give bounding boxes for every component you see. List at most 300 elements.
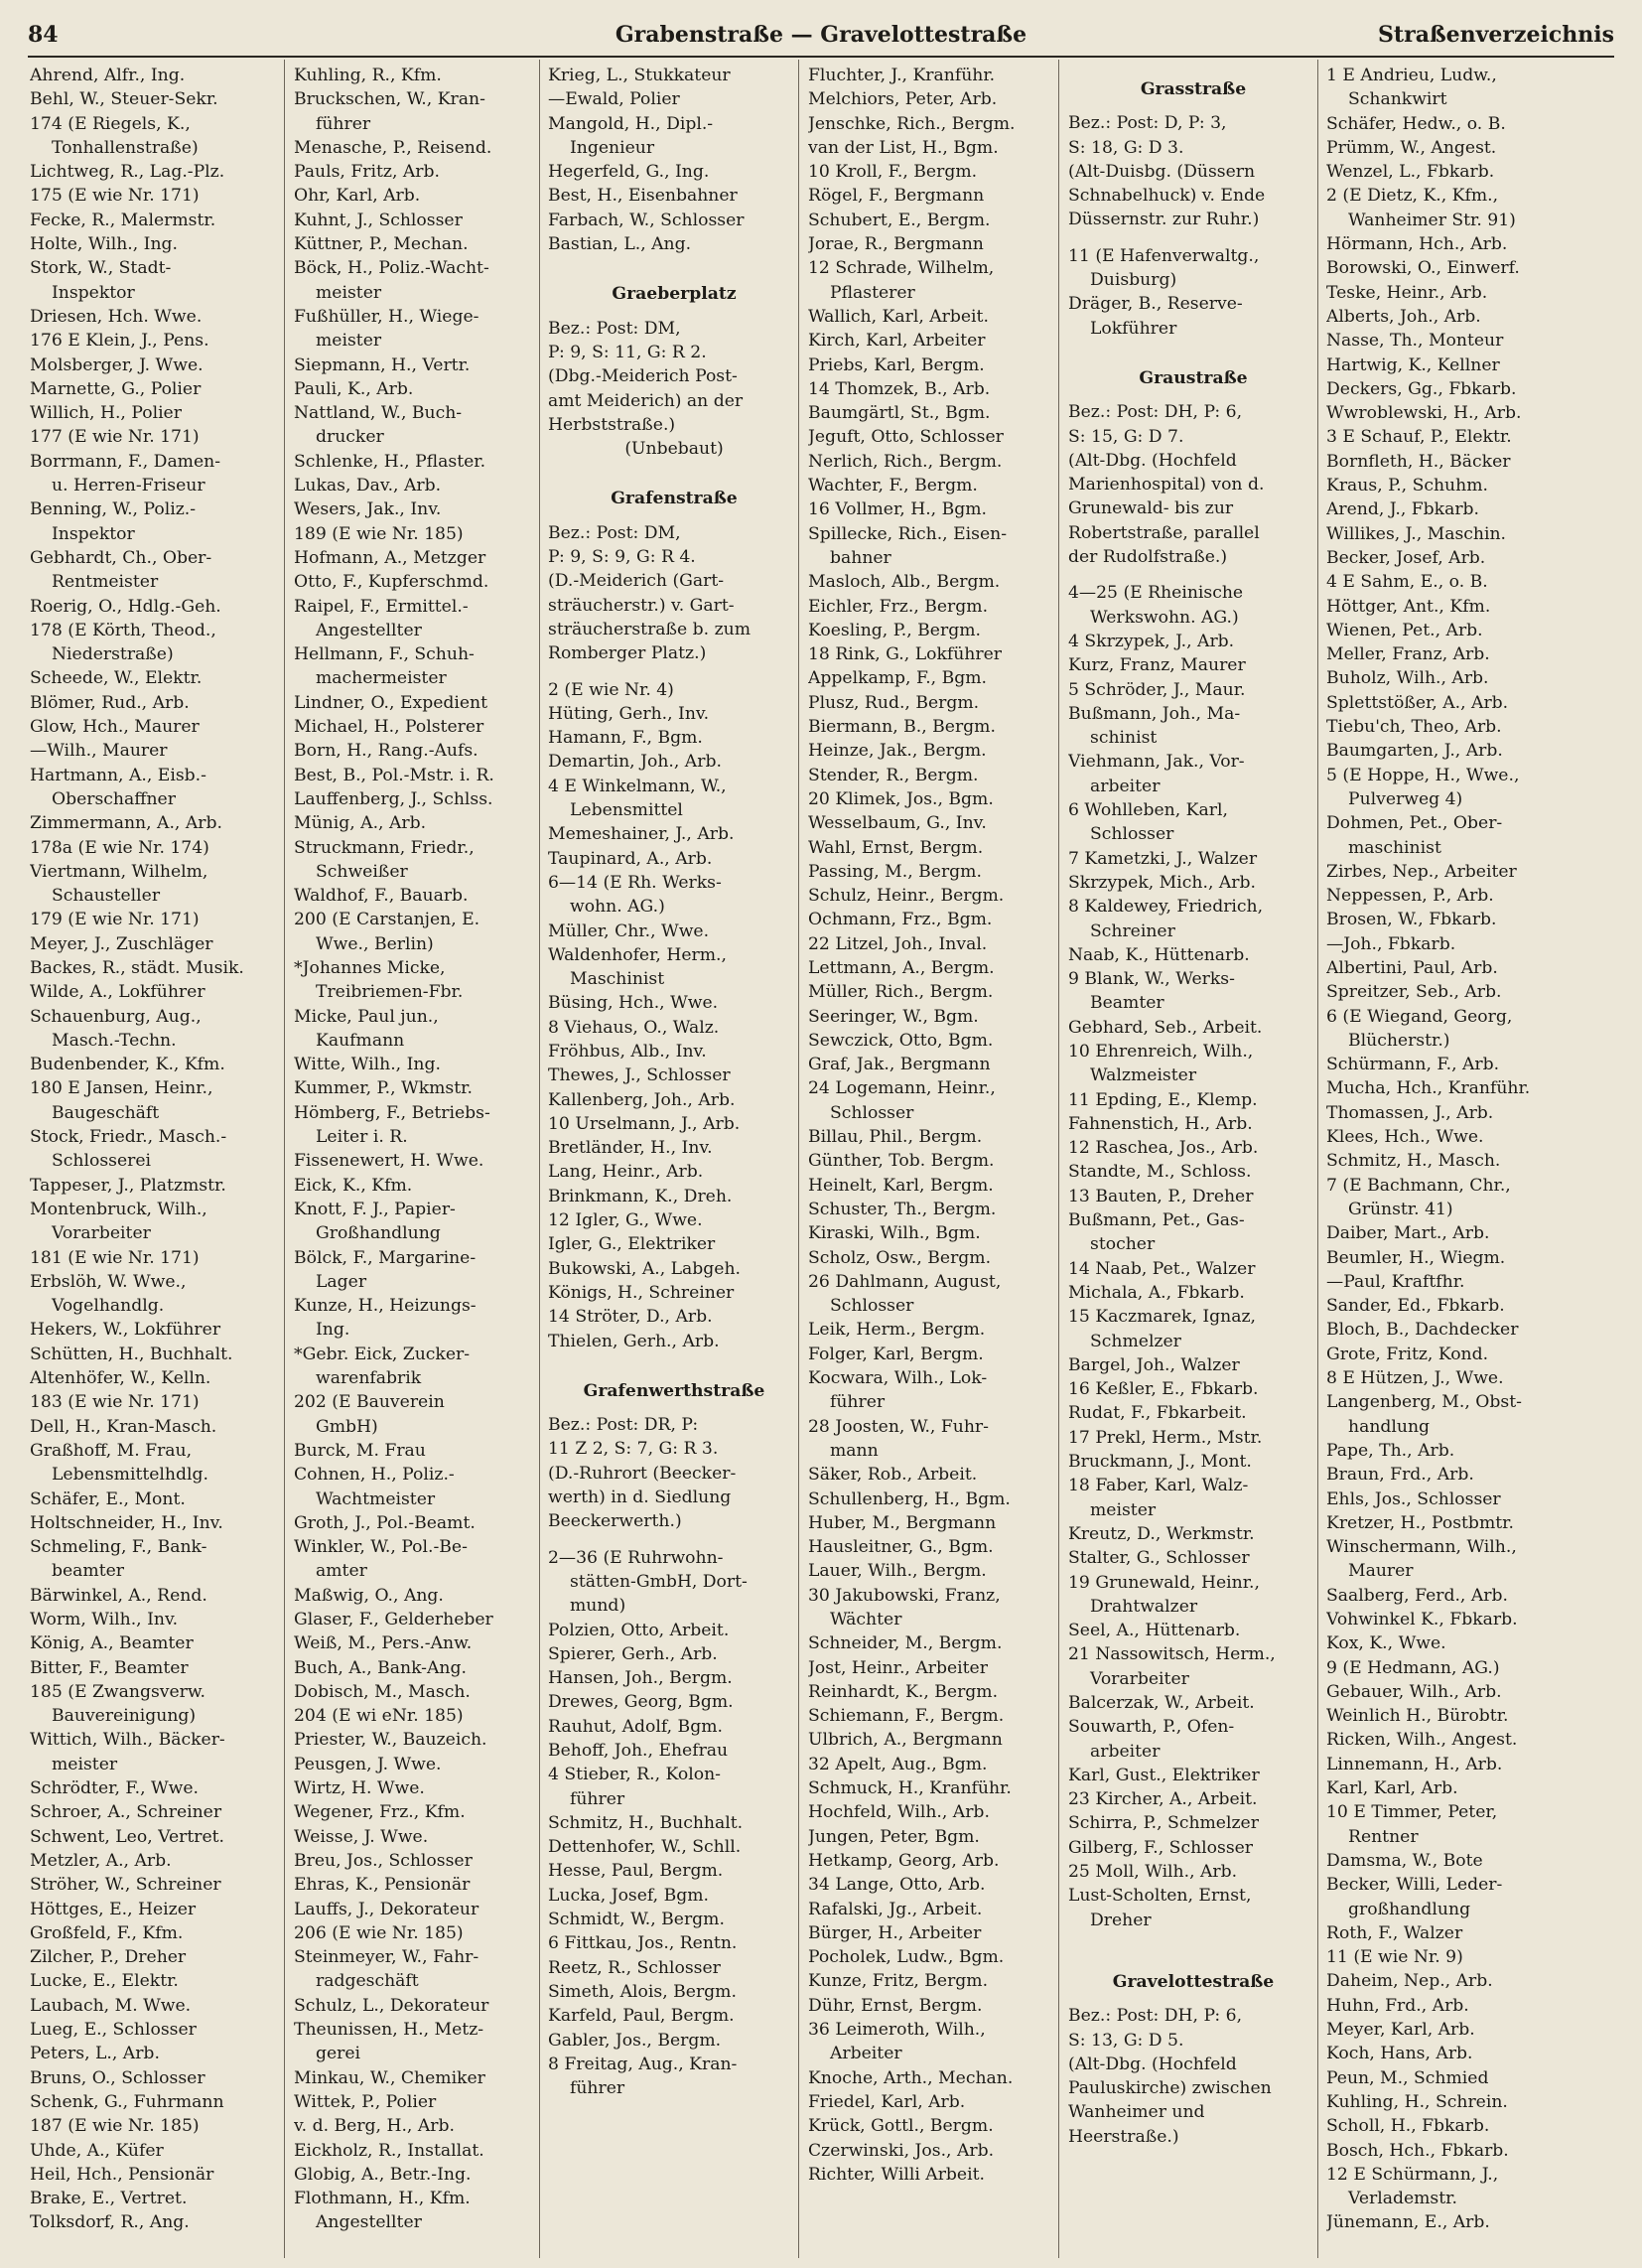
directory-entry: 25 Moll, Wilh., Arb. [1068,1862,1238,1883]
directory-entry: Hesse, Paul, Bergm. [548,1861,724,1882]
directory-entry: Otto, F., Kupferschmd. [294,572,489,593]
directory-entry: 19 Grunewald, Heinr., [1068,1572,1260,1593]
directory-entry: Heinelt, Karl, Bergm. [808,1175,994,1196]
directory-entry: Fußhüller, H., Wiege- [294,306,479,327]
entry-continuation: Duisburg) [1090,270,1177,291]
directory-entry: Günther, Tob. Bergm. [808,1151,995,1172]
directory-entry: Schäfer, E., Mont. [30,1488,186,1509]
directory-entry: Scholz, Osw., Bergm. [808,1247,992,1268]
directory-entry: Buch, A., Bank-Ang. [294,1657,467,1678]
directory-entry: Wienen, Pet., Arb. [1326,620,1483,640]
directory-entry: Montenbruck, Wilh., [30,1199,207,1219]
directory-entry: Uhde, A., Küfer [30,2140,164,2161]
entry-continuation: machermeister [316,668,447,689]
directory-entry: Gebhard, Seb., Arbeit. [1068,1017,1263,1038]
directory-entry: Wittek, P., Polier [294,2091,437,2112]
directory-entry: Fissenewert, H. Wwe. [294,1151,484,1172]
directory-entry: Knott, F. J., Papier- [294,1199,456,1219]
directory-entry: Jeguft, Otto, Schlosser [808,427,1004,448]
directory-entry: 4 Skrzypek, J., Arb. [1068,631,1235,651]
directory-entry: Kuhling, H., Schrein. [1326,2091,1508,2112]
directory-entry: Kunze, Fritz, Bergm. [808,1971,989,1992]
directory-entry: Budenbender, K., Kfm. [30,1055,225,1075]
directory-entry: Bez.: Post: DH, P: 6, [1068,402,1243,423]
directory-entry: Farbach, W., Schlosser [548,210,745,230]
directory-entry: van der List, H., Bgm. [808,137,999,158]
column-rule [1317,60,1318,2258]
directory-entry: Spillecke, Rich., Eisen- [808,523,1008,544]
page-number: 84 [28,22,59,48]
directory-entry: Zimmermann, A., Arb. [30,813,222,834]
directory-entry: Koch, Hans, Arb. [1326,2044,1473,2064]
directory-entry: Jungen, Peter, Bgm. [808,1826,980,1847]
directory-entry: Michael, H., Polsterer [294,717,484,738]
spacer [1068,341,1318,353]
directory-entry: Pape, Th., Arb. [1326,1440,1455,1461]
directory-entry: Meyer, Karl, Arb. [1326,2020,1475,2041]
directory-entry: Reetz, R., Schlosser [548,1957,721,1978]
spacer [548,1353,800,1365]
directory-entry: Braun, Frd., Arb. [1326,1465,1474,1486]
directory-entry: Michala, A., Fbkarb. [1068,1282,1245,1303]
directory-entry: 12 Igler, G., Wwe. [548,1210,703,1231]
directory-entry: Lueg, E., Schlosser [30,2020,197,2041]
directory-entry: Skrzypek, Mich., Arb. [1068,872,1256,893]
directory-entry: Richter, Willi Arbeit. [808,2164,985,2185]
directory-entry: Schroer, A., Schreiner [30,1802,222,1823]
directory-entry: Molsberger, J. Wwe. [30,354,204,375]
entry-continuation: Baugeschäft [52,1102,160,1123]
directory-entry: Scholl, H., Fbkarb. [1326,2116,1490,2137]
directory-entry: Winkler, W., Pol.-Be- [294,1537,468,1558]
directory-entry: Pocholek, Ludw., Bgm. [808,1947,1005,1968]
directory-column [548,64,800,2258]
directory-entry: 2—36 (E Ruhrwohn- [548,1547,724,1568]
directory-entry: Kraus, P., Schuhm. [1326,476,1488,496]
directory-entry: 18 Rink, G., Lokführer [808,644,1002,665]
entry-continuation: drucker [316,427,384,448]
entry-continuation: Inspektor [52,282,135,303]
directory-entry: Pauluskirche) zwischen [1068,2078,1272,2099]
directory-entry: Schiemann, F., Bergm. [808,1706,1005,1727]
directory-entry: Weiß, M., Pers.-Anw. [294,1633,473,1654]
directory-entry: Thomassen, J., Arb. [1326,1102,1494,1123]
directory-entry: 18 Faber, Karl, Walz- [1068,1476,1249,1496]
directory-entry: Souwarth, P., Ofen- [1068,1717,1235,1738]
directory-entry: Benning, W., Poliz.- [30,499,197,520]
directory-entry: 8 Viehaus, O., Walz. [548,1017,720,1038]
directory-entry: 185 (E Zwangsverw. [30,1681,206,1702]
entry-continuation: Maurer [1348,1561,1414,1582]
directory-entry: Lauffs, J., Dekorateur [294,1899,479,1919]
directory-entry: Zilcher, P., Dreher [30,1947,187,1968]
entry-continuation: Schlosser [1090,824,1174,845]
directory-entry: Cohnen, H., Poliz.- [294,1465,455,1486]
directory-entry: Wesselbaum, G., Inv. [808,813,987,834]
directory-entry: Bürger, H., Arbeiter [808,1922,982,1943]
entry-continuation: Walzmeister [1090,1065,1197,1086]
directory-entry: Naab, K., Hüttenarb. [1068,944,1250,965]
directory-entry: Schauenburg, Aug., [30,1006,202,1027]
directory-entry: Holtschneider, H., Inv. [30,1512,223,1533]
street-heading: Graeberplatz [612,284,737,305]
directory-entry: Dohmen, Pet., Ober- [1326,813,1503,834]
directory-entry: Behoff, Joh., Ehefrau [548,1741,729,1761]
directory-entry: P: 9, S: 9, G: R 4. [548,547,696,568]
directory-entry: Koesling, P., Bergm. [808,620,981,640]
directory-entry: Wanheimer und [1068,2102,1205,2123]
directory-entry: Fröhbus, Alb., Inv. [548,1041,707,1062]
directory-entry: Müller, Rich., Bergm. [808,982,994,1003]
directory-entry: Lucka, Josef, Bgm. [548,1885,709,1906]
directory-entry: Billau, Phil., Bergm. [808,1127,983,1148]
entry-continuation: meister [316,282,382,303]
directory-entry: Appelkamp, F., Bgm. [808,668,988,689]
entry-continuation: Blücherstr.) [1348,1030,1450,1051]
directory-entry: 2 (E Dietz, K., Kfm., [1326,186,1499,207]
directory-entry: 26 Dahlmann, August, [808,1271,1002,1292]
directory-entry: 11 Z 2, S: 7, G: R 3. [548,1439,719,1460]
directory-entry: Waldenhofer, Herm., [548,944,727,965]
entry-continuation: warenfabrik [316,1368,422,1389]
directory-entry: Daheim, Nep., Arb. [1326,1971,1493,1992]
directory-entry: Steinmeyer, W., Fahr- [294,1947,479,1968]
directory-entry: 8 Kaldewey, Friedrich, [1068,897,1264,918]
directory-entry: Simeth, Alois, Bergm. [548,1981,737,2002]
directory-entry: Mangold, H., Dipl.- [548,113,714,134]
street-heading: Grafenstraße [611,489,738,509]
directory-entry: Daiber, Mart., Arb. [1326,1223,1490,1244]
directory-entry: der Rudolfstraße.) [1068,547,1228,568]
directory-entry: Fecke, R., Malermstr. [30,210,216,230]
street-heading: Graustraße [1139,367,1248,388]
directory-entry: Krieg, L., Stukkateur [548,66,731,85]
directory-entry: Dräger, B., Reserve- [1068,294,1243,315]
directory-entry: 14 Naab, Pet., Walzer [1068,1258,1256,1279]
directory-entry: Kurz, Franz, Maurer [1068,655,1246,676]
directory-entry: Heerstraße.) [1068,2126,1179,2147]
directory-entry: 4 Stieber, R., Kolon- [548,1765,721,1785]
directory-entry: Struckmann, Friedr., [294,837,475,858]
directory-entry: 36 Leimeroth, Wilh., [808,2020,986,2041]
directory-entry: Czerwinski, Jos., Arb. [808,2140,995,2161]
entry-continuation: maschinist [1348,837,1441,858]
directory-entry: Kox, K., Wwe. [1326,1633,1446,1654]
directory-entry: 15 Kaczmarek, Ignaz, [1068,1307,1257,1328]
directory-entry: Bretländer, H., Inv. [548,1138,713,1159]
entry-continuation: Lager [316,1271,367,1292]
directory-entry: Lichtweg, R., Lag.-Plz. [30,162,225,183]
directory-entry: Schuster, Th., Bergm. [808,1199,997,1219]
directory-entry: Viehmann, Jak., Vor- [1068,752,1245,773]
directory-entry: Reinhardt, K., Bergm. [808,1681,999,1702]
entry-continuation: Lebensmittelhdlg. [52,1465,208,1486]
entry-continuation: Ing. [316,1320,350,1341]
entry-continuation: Beamter [1090,993,1164,1014]
entry-continuation: Vorarbeiter [1090,1668,1189,1689]
spacer [548,666,800,678]
directory-entry: Karl, Gust., Elektriker [1068,1765,1260,1785]
directory-entry: Schirra, P., Schmelzer [1068,1813,1259,1834]
directory-entry: 4—25 (E Rheinische [1068,583,1244,604]
directory-entry: 6 Fittkau, Jos., Rentn. [548,1933,738,1954]
entry-continuation: mund) [570,1596,626,1617]
directory-entry: Bez.: Post: DM, [548,522,681,543]
directory-entry: Stork, W., Stadt- [30,258,172,279]
street-heading: Grafenwerthstraße [583,1380,765,1401]
directory-entry: Schmeling, F., Bank- [30,1537,207,1558]
directory-entry: Bruckschen, W., Kran- [294,89,485,110]
directory-entry: Klees, Hch., Wwe. [1326,1127,1484,1148]
entry-continuation: meister [1090,1499,1157,1520]
directory-entry: Minkau, W., Chemiker [294,2067,485,2088]
entry-continuation: Treibriemen-Fbr. [316,982,464,1003]
directory-entry: Waldhof, F., Bauarb. [294,886,469,907]
directory-entry: 6 Wohlleben, Karl, [1068,800,1228,821]
directory-entry: 181 (E wie Nr. 171) [30,1247,200,1268]
directory-entry: Friedel, Karl, Arb. [808,2091,966,2112]
directory-entry: sträucherstraße b. zum [548,619,752,639]
directory-entry: (D.-Meiderich (Gart- [548,571,725,592]
directory-entry: Willikes, J., Maschin. [1326,523,1507,544]
directory-entry: Höttger, Ant., Kfm. [1326,596,1491,617]
directory-entry: König, A., Beamter [30,1633,194,1654]
directory-entry: Sander, Ed., Fbkarb. [1326,1296,1505,1317]
entry-continuation: u. Herren-Friseur [52,476,205,496]
directory-entry: Bruns, O., Schlosser [30,2067,205,2088]
entry-continuation: Angestellter [316,2212,422,2233]
directory-entry: Böck, H., Poliz.-Wacht- [294,258,489,279]
entry-continuation: Schlosserei [52,1151,152,1172]
directory-entry: Kunze, H., Heizungs- [294,1296,477,1317]
directory-entry: Baumgarten, J., Arb. [1326,741,1503,762]
directory-entry: Hochfeld, Wilh., Arb. [808,1802,990,1823]
directory-entry: Jost, Heinr., Arbeiter [808,1657,988,1678]
directory-entry: Büsing, Hch., Wwe. [548,993,719,1014]
directory-entry: Lauffenberg, J., Schlss. [294,788,493,809]
directory-entry: 4 E Sahm, E., o. B. [1326,572,1488,593]
directory-entry: Flothmann, H., Kfm. [294,2189,471,2209]
entry-continuation: mann [830,1440,879,1461]
directory-entry: Robertstraße, parallel [1068,522,1260,543]
directory-entry: 176 E Klein, J., Pens. [30,331,209,352]
directory-entry: Rauhut, Adolf, Bgm. [548,1716,723,1737]
directory-entry: Roth, F., Walzer [1326,1922,1463,1943]
directory-entry: Backes, R., städt. Musik. [30,957,244,978]
directory-entry: Eickholz, R., Installat. [294,2140,484,2161]
directory-entry: Schubert, E., Bergm. [808,210,991,230]
directory-entry: Lust-Scholten, Ernst, [1068,1886,1252,1907]
directory-entry: Saalberg, Ferd., Arb. [1326,1585,1508,1606]
directory-entry: Romberger Platz.) [548,643,707,664]
directory-entry: Glow, Hch., Maurer [30,717,200,738]
spacer [1068,1932,1318,1944]
directory-entry: Ströher, W., Schreiner [30,1875,221,1896]
directory-entry: 22 Litzel, Joh., Inval. [808,933,988,954]
entry-continuation: arbeiter [1090,1741,1161,1762]
directory-entry: Wallich, Karl, Arbeit. [808,306,989,327]
directory-entry: Borrmann, F., Damen- [30,451,221,472]
directory-entry: Ricken, Wilh., Angest. [1326,1730,1518,1751]
directory-entry: 180 E Jansen, Heinr., [30,1078,213,1099]
directory-entry: Burck, M. Frau [294,1440,426,1461]
directory-entry: 30 Jakubowski, Franz, [808,1585,1001,1606]
directory-entry: Linnemann, H., Arb. [1326,1754,1503,1774]
entry-continuation: führer [570,1788,625,1809]
directory-entry: 6—14 (E Rh. Werks- [548,872,722,893]
directory-entry: Pauli, K., Arb. [294,378,414,399]
directory-entry: Fluchter, J., Kranführ. [808,66,996,85]
directory-entry: 32 Apelt, Aug., Bgm. [808,1754,988,1774]
directory-entry: Meller, Franz, Arb. [1326,644,1490,665]
directory-entry: 206 (E wie Nr. 185) [294,1922,464,1943]
directory-entry: Säker, Rob., Arbeit. [808,1465,978,1486]
entry-continuation: Vorarbeiter [52,1223,151,1244]
directory-entry: Worm, Wilh., Inv. [30,1610,179,1630]
directory-entry: Blömer, Rud., Arb. [30,692,190,713]
directory-column [808,64,1060,2258]
directory-entry: Jünemann, E., Arb. [1326,2212,1490,2233]
directory-entry: Stalter, G., Schlosser [1068,1548,1250,1569]
directory-entry: 11 Epding, E., Klemp. [1068,1089,1258,1110]
entry-continuation: stocher [1090,1234,1156,1255]
column-rule [1058,60,1059,2258]
directory-entry: Eick, K., Kfm. [294,1175,413,1196]
directory-entry: Schenk, G., Fuhrmann [30,2091,224,2112]
page-header [28,16,1614,60]
directory-entry: Hofmann, A., Metzger [294,547,486,568]
entry-continuation: Schweißer [316,861,408,882]
section-title: Straßenverzeichnis [1378,22,1614,48]
entry-continuation: Angestellter [316,620,422,640]
directory-entry: Brinkmann, K., Dreh. [548,1186,733,1206]
directory-entry: Beeckerwerth.) [548,1511,682,1532]
spacer [1068,569,1318,581]
entry-continuation: Rentner [1348,1826,1419,1847]
directory-entry: *Gebr. Eick, Zucker- [294,1344,471,1364]
directory-entry: Thielen, Gerh., Arb. [548,1331,720,1351]
entry-continuation: Wächter [830,1610,902,1630]
directory-entry: Karl, Karl, Arb. [1326,1778,1458,1799]
entry-continuation: Wwe., Berlin) [316,933,434,954]
directory-entry: Peters, L., Arb. [30,2044,160,2064]
directory-entry: Roerig, O., Hdlg.-Geh. [30,596,221,617]
header-rule [28,56,1614,58]
directory-entry: Schnabelhuck) v. Ende [1068,186,1266,207]
directory-entry: Bloch, B., Dachdecker [1326,1320,1519,1341]
directory-entry: 202 (E Bauverein [294,1392,445,1413]
directory-entry: 12 Raschea, Jos., Arb. [1068,1138,1259,1159]
entry-continuation: Schreiner [1090,921,1175,941]
directory-entry: Priebs, Karl, Bergm. [808,354,985,375]
directory-entry: werth) in d. Siedlung [548,1488,732,1508]
directory-entry: Rudat, F., Fbkarbeit. [1068,1403,1247,1424]
directory-entry: Best, B., Pol.-Mstr. i. R. [294,765,494,785]
entry-continuation: stätten-GmbH, Dort- [570,1571,748,1592]
directory-entry: Nerlich, Rich., Bergm. [808,451,1003,472]
directory-entry: Bez.: Post: D, P: 3, [1068,113,1227,134]
directory-entry: S: 18, G: D 3. [1068,137,1184,158]
directory-column [1068,64,1318,2258]
directory-entry: Lukas, Dav., Arb. [294,476,442,496]
directory-entry: Ehras, K., Pensionär [294,1875,471,1896]
page-title: Grabenstraße — Gravelottestraße [615,22,1027,48]
directory-entry: 178 (E Körth, Theod., [30,620,216,640]
directory-entry: Albertini, Paul, Arb. [1326,957,1498,978]
directory-entry: Bruckmann, J., Mont. [1068,1452,1252,1473]
directory-entry: 10 E Timmer, Peter, [1326,1802,1498,1823]
entry-continuation: schinist [1090,728,1158,749]
directory-entry: 187 (E wie Nr. 185) [30,2116,200,2137]
column-rule [284,60,285,2258]
directory-entry: Herbststraße.) [548,414,676,435]
directory-entry: 178a (E wie Nr. 174) [30,837,209,858]
directory-entry: Knoche, Arth., Mechan. [808,2067,1014,2088]
entry-continuation: Schlosser [830,1296,914,1317]
directory-entry: 10 Kroll, F., Bergm. [808,162,978,183]
directory-entry: 179 (E wie Nr. 171) [30,910,200,930]
directory-entry: Schneider, M., Bergm. [808,1633,1003,1654]
directory-entry: 4 E Winkelmann, W., [548,776,727,796]
directory-entry: —Ewald, Polier [548,89,680,110]
directory-entry: Grote, Fritz, Kond. [1326,1344,1489,1364]
directory-entry: v. d. Berg, H., Arb. [294,2116,455,2137]
directory-entry: Hartwig, K., Kellner [1326,354,1500,375]
spacer [1068,1944,1318,1956]
directory-entry: Tappeser, J., Platzmstr. [30,1175,226,1196]
directory-entry: Schmitz, H., Buchhalt. [548,1812,744,1833]
directory-column [294,64,540,2258]
directory-entry: Scheede, W., Elektr. [30,668,203,689]
directory-entry: Drewes, Georg, Bgm. [548,1692,734,1713]
directory-entry: Stock, Friedr., Masch.- [30,1127,227,1148]
directory-entry: Bußmann, Joh., Ma- [1068,703,1241,724]
directory-entry: (Alt-Duisbg. (Düssern [1068,161,1256,182]
directory-entry: 17 Prekl, Herm., Mstr. [1068,1427,1263,1448]
entry-continuation: Schmelzer [1090,1331,1181,1351]
directory-entry: Bez.: Post: DM, [548,318,681,339]
directory-entry: Langenberg, M., Obst- [1326,1392,1522,1413]
directory-entry: Rafalski, Jg., Arbeit. [808,1899,983,1919]
entry-continuation: handlung [1348,1416,1431,1437]
directory-entry: sträucherstr.) v. Gart- [548,595,735,616]
entry-continuation: gerei [316,2044,361,2064]
entry-continuation: Schlosser [830,1102,914,1123]
directory-entry: Micke, Paul jun., [294,1006,439,1027]
directory-entry: Ohr, Karl, Arb. [294,186,421,207]
directory-entry: Eichler, Frz., Bergm. [808,596,989,617]
street-heading: Grasstraße [1140,79,1247,99]
directory-entry: Spierer, Gerh., Arb. [548,1643,718,1664]
directory-entry: 183 (E wie Nr. 171) [30,1392,200,1413]
entry-continuation: Pflasterer [830,282,915,303]
directory-entry: Winschermann, Wilh., [1326,1537,1517,1558]
entry-continuation: Grünstr. 41) [1348,1199,1453,1219]
directory-entry: 12 Schrade, Wilhelm, [808,258,995,279]
directory-entry: Bez.: Post: DH, P: 6, [1068,2006,1243,2027]
entry-continuation: Bauvereinigung) [52,1706,197,1727]
directory-entry: Laubach, M. Wwe. [30,1995,192,2016]
directory-entry: Kallenberg, Joh., Arb. [548,1089,736,1110]
directory-entry: Bukowski, A., Labgeh. [548,1258,742,1279]
directory-entry: Driesen, Hch. Wwe. [30,306,203,327]
entry-continuation: Tonhallenstraße) [52,137,199,158]
directory-entry: Bitter, F., Beamter [30,1657,189,1678]
directory-entry: Becker, Josef, Arb. [1326,547,1486,568]
directory-entry: Bargel, Joh., Walzer [1068,1354,1240,1375]
directory-entry: Kuhling, R., Kfm. [294,66,442,85]
directory-entry: Dühr, Ernst, Bergm. [808,1995,983,2016]
